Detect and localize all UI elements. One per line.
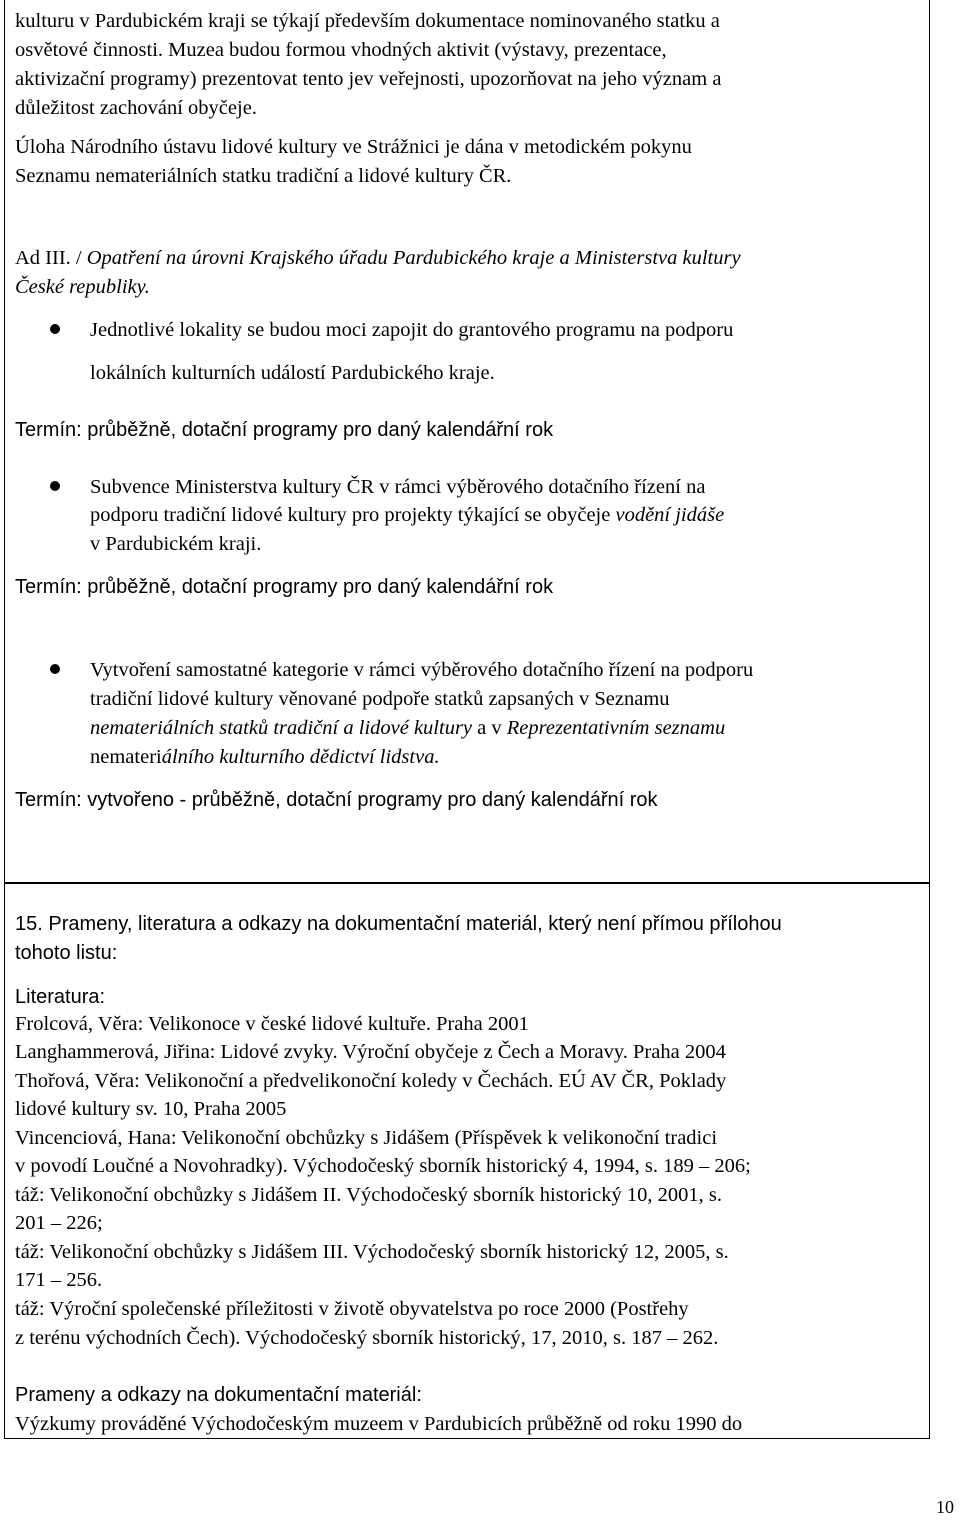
section-heading: tohoto listu: [15, 942, 118, 964]
literature-item: táž: Velikonoční obchůzky s Jidášem III. Východočeský sborník historický 12, 2005, s. [15, 1241, 729, 1263]
page-number: 10 [936, 1497, 954, 1517]
bullet2-line: v Pardubickém kraji. [90, 533, 262, 555]
section-heading: 15. Prameny, literatura a odkazy na dokumentační materiál, který není přímou přílohou [15, 913, 782, 935]
literature-item: 201 – 226; [15, 1212, 103, 1234]
bullet-icon [50, 481, 60, 491]
bullet3-emphasis: Reprezentativním seznamu [506, 717, 726, 739]
bullet1-line: lokálních kulturních událostí Pardubického kraje. [90, 362, 495, 384]
bullet2-emphasis: vodění jidáše [615, 504, 725, 526]
ad3-prefix: Ad III. / [15, 247, 87, 269]
term-line: Termín: průběžně, dotační programy pro daný kalendářní rok [15, 419, 554, 441]
bullet3-line [90, 716, 725, 740]
bullet3-line: tradiční lidové kultury věnované podpoře statků zapsaných v Seznamu [90, 688, 670, 710]
bullet2-text: podporu tradiční lidové kultury pro projekty týkající se obyčeje [90, 504, 616, 526]
intro-line: osvětové činnosti. Muzea budou formou vhodných aktivit (výstavy, prezentace, [15, 39, 667, 61]
ad3-heading [15, 246, 741, 270]
literature-item: 171 – 256. [15, 1269, 103, 1291]
bullet-icon [50, 324, 60, 334]
bullet1-line: Jednotlivé lokality se budou moci zapojit do grantového programu na podporu [90, 319, 734, 341]
bullet2-line [90, 503, 724, 527]
role-line: Seznamu nemateriálních statku tradiční a lidové kultury ČR. [15, 165, 512, 187]
bullet2-line: Subvence Ministerstva kultury ČR v rámci výběrového dotačního řízení na [90, 476, 706, 498]
bullet3-text: a v [472, 717, 507, 739]
literature-item: táž: Výroční společenské příležitosti v životě obyvatelstva po roce 2000 (Postřehy [15, 1298, 689, 1320]
bullet3-text: nemateri [90, 746, 162, 768]
literature-item: Vincenciová, Hana: Velikonoční obchůzky s Jidášem (Příspěvek k velikonoční tradici [15, 1127, 718, 1149]
term-line: Termín: průběžně, dotační programy pro daný kalendářní rok [15, 576, 554, 598]
bullet3-line: Vytvoření samostatné kategorie v rámci výběrového dotačního řízení na podporu [90, 659, 754, 681]
bullet3-emphasis: álního kulturního dědictví lidstva. [161, 746, 440, 768]
intro-line: aktivizační programy) prezentovat tento jev veřejnosti, upozorňovat na jeho význam a [15, 68, 722, 90]
sources-line: Výzkumy prováděné Východočeským muzeem v Pardubicích průběžně od roku 1990 do [15, 1413, 743, 1435]
literature-item: z terénu východních Čech). Východočeský sborník historický, 17, 2010, s. 187 – 262. [15, 1327, 719, 1349]
literature-item: Thořová, Věra: Velikonoční a předvelikonoční koledy v Čechách. EÚ AV ČR, Poklady [15, 1070, 727, 1092]
ad3-heading-cont: České republiky. [15, 276, 150, 298]
literature-item: v povodí Loučné a Novohradky). Východočeský sborník historický 4, 1994, s. 189 – 206; [15, 1155, 751, 1177]
role-line: Úloha Národního ústavu lidové kultury ve Strážnici je dána v metodickém pokynu [15, 136, 692, 158]
intro-line: důležitost zachování obyčeje. [15, 97, 257, 119]
literature-item: Frolcová, Věra: Velikonoce v české lidové kultuře. Praha 2001 [15, 1013, 529, 1035]
literature-heading: Literatura: [15, 986, 106, 1008]
term-line: Termín: vytvořeno - průběžně, dotační programy pro daný kalendářní rok [15, 789, 658, 811]
sources-heading: Prameny a odkazy na dokumentační materiál: [15, 1384, 422, 1406]
literature-item: lidové kultury sv. 10, Praha 2005 [15, 1098, 287, 1120]
bullet3-line [90, 745, 440, 769]
literature-item: táž: Velikonoční obchůzky s Jidášem II. Východočeský sborník historický 10, 2001, s. [15, 1184, 722, 1206]
intro-line: kulturu v Pardubickém kraji se týkají především dokumentace nominovaného statku a [15, 10, 720, 32]
literature-item: Langhammerová, Jiřina: Lidové zvyky. Výroční obyčeje z Čech a Moravy. Praha 2004 [15, 1041, 726, 1063]
bullet-icon [50, 664, 60, 674]
ad3-title: Opatření na úrovni Krajského úřadu Pardubického kraje a Ministerstva kultury [86, 247, 741, 269]
bullet3-emphasis: nemateriálních statků tradiční a lidové kultury [90, 717, 473, 739]
